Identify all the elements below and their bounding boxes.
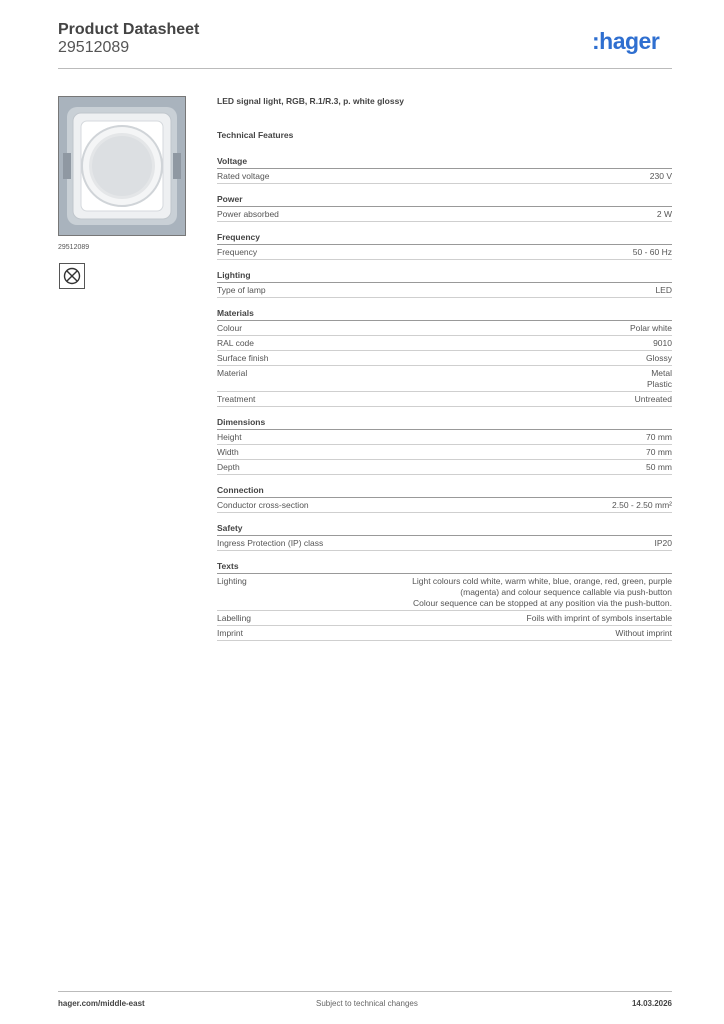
feature-row	[217, 169, 672, 184]
feature-label: Depth	[217, 462, 240, 472]
footer-website[interactable]: hager.com/middle-east	[58, 999, 145, 1008]
feature-value: 230 V	[649, 171, 672, 181]
feature-row	[217, 351, 672, 366]
feature-value: Glossy	[646, 353, 672, 363]
feature-row	[217, 430, 672, 445]
feature-value: Light colours cold white, warm white, blue, orange, red, green, purple (magenta) and colour sequence callable via push-button Colour sequence can be stopped at any position via the push-button.	[412, 576, 672, 608]
feature-value: Metal Plastic	[646, 368, 672, 389]
feature-value: 2 W	[656, 209, 672, 219]
feature-label: Material	[217, 368, 248, 378]
feature-label: Ingress Protection (IP) class	[217, 538, 324, 548]
feature-row	[217, 245, 672, 260]
feature-row	[217, 460, 672, 475]
feature-label: Type of lamp	[217, 285, 266, 295]
feature-row	[217, 574, 672, 611]
feature-value: 50 - 60 Hz	[632, 247, 672, 257]
feature-label: Colour	[217, 323, 243, 333]
feature-group	[217, 308, 672, 407]
feature-group-title: Materials	[217, 308, 672, 321]
feature-label: Lighting	[217, 576, 247, 586]
feature-value: 9010	[653, 338, 672, 348]
feature-group-title: Safety	[217, 523, 672, 536]
feature-group-title: Power	[217, 194, 672, 207]
page-title: Product Datasheet	[58, 21, 200, 38]
footer-divider	[58, 991, 672, 992]
product-illustration	[59, 97, 185, 235]
feature-row	[217, 283, 672, 298]
feature-group	[217, 270, 672, 298]
feature-label: Treatment	[217, 394, 256, 404]
product-name: LED signal light, RGB, R.1/R.3, p. white glossy	[217, 96, 405, 106]
feature-value: 70 mm	[646, 447, 672, 457]
feature-group	[217, 156, 672, 184]
header-divider	[58, 68, 672, 69]
feature-row	[217, 498, 672, 513]
technical-features-table	[217, 156, 672, 651]
feature-value: 50 mm	[646, 462, 672, 472]
feature-value: Polar white	[629, 323, 672, 333]
feature-value: Foils with imprint of symbols insertable	[526, 613, 672, 623]
feature-label: Power absorbed	[217, 209, 279, 219]
product-number: 29512089	[58, 39, 130, 56]
feature-group	[217, 232, 672, 260]
image-caption: 29512089	[58, 244, 90, 251]
feature-label: Labelling	[217, 613, 252, 623]
feature-label: Frequency	[217, 247, 258, 257]
feature-row	[217, 321, 672, 336]
feature-row	[217, 392, 672, 407]
feature-group	[217, 485, 672, 513]
feature-value: LED	[655, 285, 672, 295]
feature-group	[217, 194, 672, 222]
footer-notice: Subject to technical changes	[316, 999, 418, 1008]
feature-label: RAL code	[217, 338, 255, 348]
feature-row	[217, 207, 672, 222]
feature-group-title: Lighting	[217, 270, 672, 283]
feature-label: Height	[217, 432, 242, 442]
feature-value: 70 mm	[646, 432, 672, 442]
product-image	[58, 96, 186, 236]
footer-date: 14.03.2026	[631, 999, 672, 1008]
feature-label: Conductor cross-section	[217, 500, 309, 510]
feature-label: Rated voltage	[217, 171, 270, 181]
lamp-cross-icon	[59, 263, 85, 289]
feature-label: Imprint	[217, 628, 243, 638]
feature-row	[217, 366, 672, 392]
hager-logo: :hager	[592, 28, 660, 54]
feature-group-title: Frequency	[217, 232, 672, 245]
feature-value: 2.50 - 2.50 mm²	[612, 500, 672, 510]
feature-value: IP20	[654, 538, 672, 548]
feature-group-title: Voltage	[217, 156, 672, 169]
feature-row	[217, 445, 672, 460]
feature-label: Surface finish	[217, 353, 269, 363]
feature-row	[217, 611, 672, 626]
feature-group-title: Connection	[217, 485, 672, 498]
feature-row	[217, 336, 672, 351]
feature-group	[217, 523, 672, 551]
feature-row	[217, 626, 672, 641]
technical-features-heading: Technical Features	[217, 130, 294, 140]
feature-value: Without imprint	[615, 628, 672, 638]
feature-row	[217, 536, 672, 551]
feature-group-title: Texts	[217, 561, 672, 574]
feature-group	[217, 561, 672, 641]
feature-label: Width	[217, 447, 239, 457]
feature-value: Untreated	[634, 394, 672, 404]
feature-group	[217, 417, 672, 475]
feature-group-title: Dimensions	[217, 417, 672, 430]
